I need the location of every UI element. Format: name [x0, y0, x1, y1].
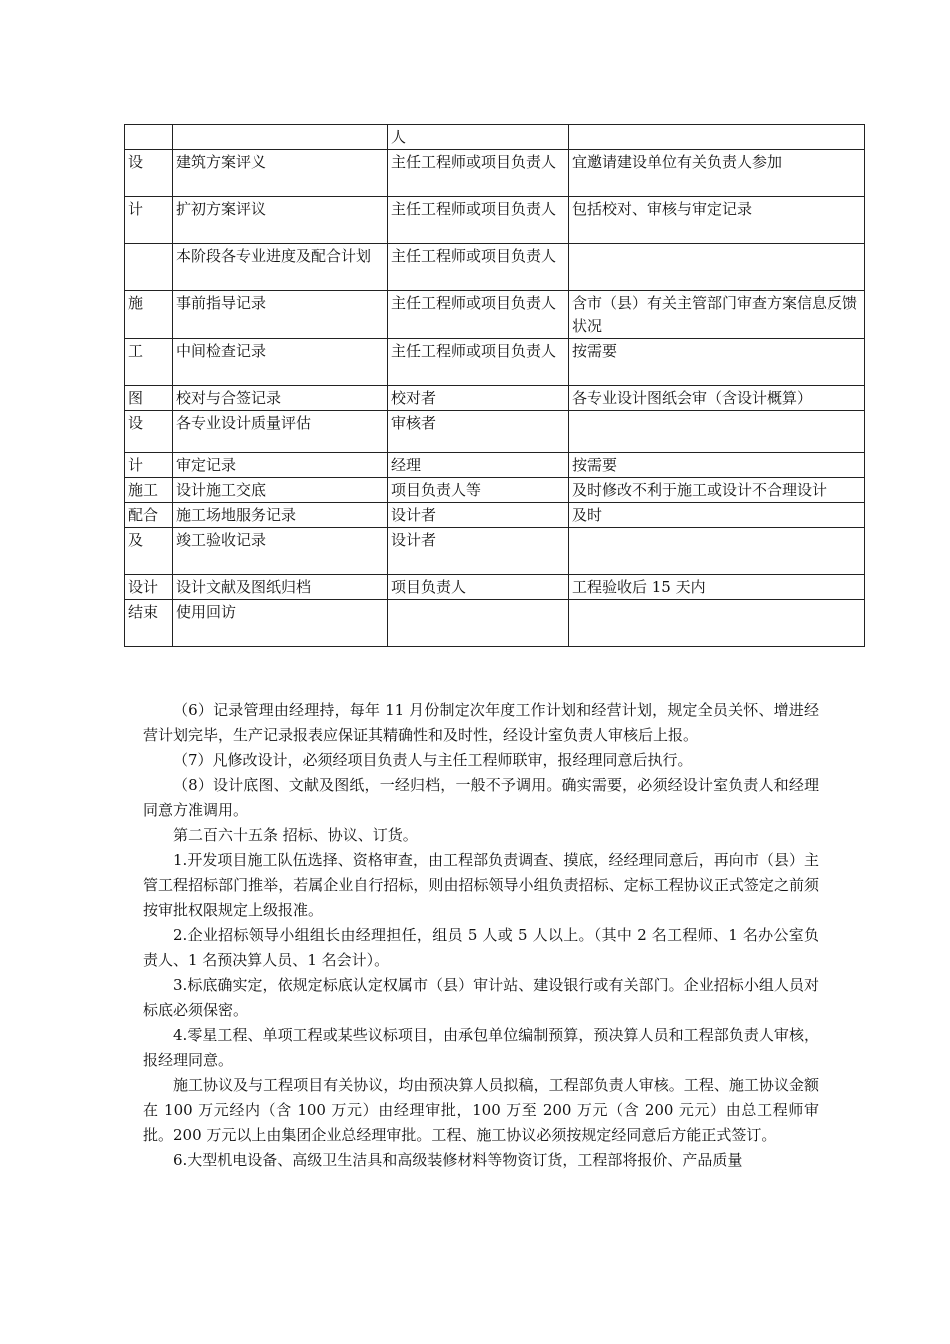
- phase-cell: 施工: [125, 478, 173, 503]
- record-item-cell: 竣工验收记录: [173, 528, 388, 575]
- phase-cell: 设计: [125, 575, 173, 600]
- table-row: [125, 575, 865, 600]
- remark-cell: [569, 600, 865, 647]
- remark-cell: 按需要: [569, 339, 865, 386]
- table-row: [125, 244, 865, 291]
- paragraph-contract-approval: 施工协议及与工程项目有关协议，均由预决算人员拟稿，工程部负责人审核。工程、施工协议金额在 100 万元经内（含 100 万元）由经理审批，100 万至 200 万元（含 200 元元）由总工程师审批。200 万元以上由集团企业总经理审批。工程、施工协议必须按规定经同意后方能正式签订。: [143, 1076, 819, 1144]
- table-row: [125, 600, 865, 647]
- phase-cell: 结束: [125, 600, 173, 647]
- record-item-cell: 设计施工交底: [173, 478, 388, 503]
- phase-cell: 图: [125, 386, 173, 411]
- phase-cell: [125, 125, 173, 150]
- remark-cell: 宜邀请建设单位有关负责人参加: [569, 150, 865, 197]
- phase-cell: 设: [125, 150, 173, 197]
- phase-cell: 配合: [125, 503, 173, 528]
- responsible-cell: 经理: [388, 453, 569, 478]
- table-row: [125, 478, 865, 503]
- table-row: [125, 453, 865, 478]
- responsible-cell: 主任工程师或项目负责人: [388, 150, 569, 197]
- table-row: [125, 291, 865, 339]
- record-item-cell: [173, 125, 388, 150]
- paragraph-archive: （8）设计底图、文献及图纸，一经归档，一般不予调用。确实需要，必须经设计室负责人和经理同意方准调用。: [143, 776, 819, 819]
- record-item-cell: 中间检查记录: [173, 339, 388, 386]
- remark-cell: 含市（县）有关主管部门审查方案信息反馈状况: [569, 291, 865, 339]
- table-row: [125, 411, 865, 453]
- phase-cell: 工: [125, 339, 173, 386]
- paragraph-item-1: 1.开发项目施工队伍选择、资格审查，由工程部负责调查、摸底，经经理同意后，再向市（县）主管工程招标部门推举，若属企业自行招标，则由招标领导小组负责招标、定标工程协议正式签定之前须按审批权限规定上级报准。: [143, 851, 819, 919]
- table-row: [125, 386, 865, 411]
- responsible-cell: 设计者: [388, 503, 569, 528]
- responsible-cell: 审核者: [388, 411, 569, 453]
- responsible-cell: 项目负责人: [388, 575, 569, 600]
- responsible-cell: 人: [388, 125, 569, 150]
- table-row: [125, 503, 865, 528]
- responsible-cell: 主任工程师或项目负责人: [388, 244, 569, 291]
- remark-cell: [569, 244, 865, 291]
- responsible-cell: 校对者: [388, 386, 569, 411]
- remark-cell: 工程验收后 15 天内: [569, 575, 865, 600]
- record-item-cell: 本阶段各专业进度及配合计划: [173, 244, 388, 291]
- table-row: [125, 339, 865, 386]
- phase-cell: 设: [125, 411, 173, 453]
- remark-cell: 包括校对、审核与审定记录: [569, 197, 865, 244]
- paragraph-item-2: 2.企业招标领导小组组长由经理担任，组员 5 人或 5 人以上。（其中 2 名工程师、1 名办公室负责人、1 名预决算人员、1 名会计）。: [143, 926, 819, 969]
- phase-cell: 施: [125, 291, 173, 339]
- record-item-cell: 使用回访: [173, 600, 388, 647]
- record-item-cell: 扩初方案评议: [173, 197, 388, 244]
- responsible-cell: 主任工程师或项目负责人: [388, 197, 569, 244]
- phase-cell: [125, 244, 173, 291]
- record-item-cell: 校对与合签记录: [173, 386, 388, 411]
- paragraph-design-revision: （7）凡修改设计，必须经项目负责人与主任工程师联审，报经理同意后执行。: [173, 751, 693, 769]
- remark-cell: 及时: [569, 503, 865, 528]
- remark-cell: 各专业设计图纸会审（含设计概算）: [569, 386, 865, 411]
- remark-cell: [569, 411, 865, 453]
- record-item-cell: 设计文献及图纸归档: [173, 575, 388, 600]
- record-table: [124, 124, 865, 647]
- record-item-cell: 施工场地服务记录: [173, 503, 388, 528]
- table-row: [125, 125, 865, 150]
- paragraph-item-6: 6.大型机电设备、高级卫生洁具和高级装修材料等物资订货，工程部将报价、产品质量: [173, 1151, 743, 1169]
- paragraph-item-3: 3.标底确实定，依规定标底认定权属市（县）审计站、建设银行或有关部门。企业招标小组人员对标底必须保密。: [143, 976, 819, 1019]
- phase-cell: 及: [125, 528, 173, 575]
- paragraph-item-4: 4.零星工程、单项工程或某些议标项目，由承包单位编制预算，预决算人员和工程部负责人审核，报经理同意。: [143, 1026, 819, 1069]
- responsible-cell: 主任工程师或项目负责人: [388, 291, 569, 339]
- record-item-cell: 审定记录: [173, 453, 388, 478]
- remark-cell: 按需要: [569, 453, 865, 478]
- remark-cell: 及时修改不利于施工或设计不合理设计: [569, 478, 865, 503]
- record-item-cell: 各专业设计质量评估: [173, 411, 388, 453]
- responsible-cell: [388, 600, 569, 647]
- responsible-cell: 项目负责人等: [388, 478, 569, 503]
- phase-cell: 计: [125, 453, 173, 478]
- paragraph-record-management: （6）记录管理由经理持，每年 11 月份制定次年度工作计划和经营计划，规定全员关怀、增进经营计划完毕，生产记录报表应保证其精确性和及时性，经设计室负责人审核后上报。: [143, 701, 819, 744]
- record-item-cell: 事前指导记录: [173, 291, 388, 339]
- remark-cell: [569, 125, 865, 150]
- body-text: [143, 698, 819, 1173]
- record-item-cell: 建筑方案评义: [173, 150, 388, 197]
- remark-cell: [569, 528, 865, 575]
- table-row: [125, 197, 865, 244]
- section-heading: 第二百六十五条 招标、协议、订货。: [173, 826, 418, 844]
- table-row: [125, 528, 865, 575]
- responsible-cell: 设计者: [388, 528, 569, 575]
- responsible-cell: 主任工程师或项目负责人: [388, 339, 569, 386]
- table-row: [125, 150, 865, 197]
- phase-cell: 计: [125, 197, 173, 244]
